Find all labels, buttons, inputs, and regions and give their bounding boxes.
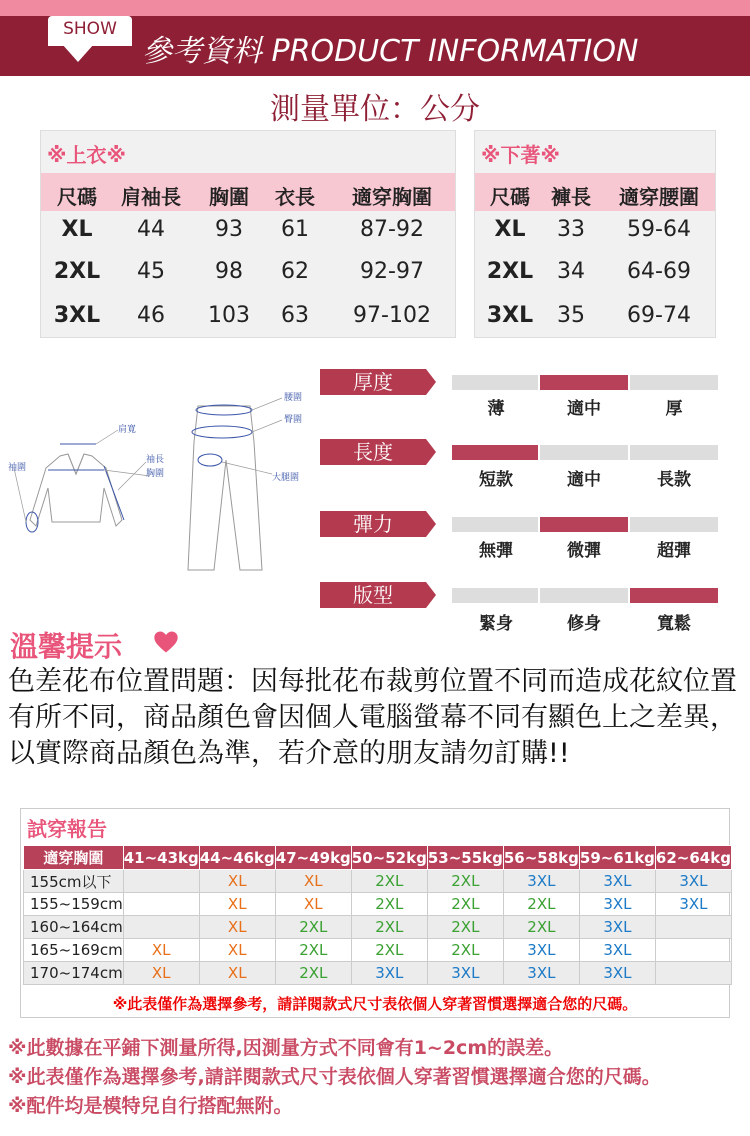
bottoms-header: 適穿腰圍 xyxy=(619,185,699,209)
report-size-cell: 3XL xyxy=(503,939,579,962)
header-title: 參考資料 PRODUCT INFORMATION xyxy=(142,34,639,69)
report-size-cell: 2XL xyxy=(427,870,503,893)
report-size-cell: 2XL xyxy=(503,916,579,939)
tops-header: 衣長 xyxy=(275,185,315,209)
report-size-cell: 2XL xyxy=(351,939,427,962)
attr-option: 長款 xyxy=(657,470,691,490)
tops-cell: 62 xyxy=(281,259,309,284)
attr-option: 適中 xyxy=(567,470,601,490)
report-size-cell: XL xyxy=(199,893,275,916)
attr-option: 微彈 xyxy=(567,541,601,561)
report-header: 47~49kg xyxy=(275,846,351,870)
tops-cell: 44 xyxy=(137,217,165,242)
report-header: 41~43kg xyxy=(123,846,199,870)
tops-header: 適穿胸圍 xyxy=(352,185,432,209)
tops-cell: 3XL xyxy=(53,303,101,328)
attr-segment xyxy=(540,375,628,390)
report-size-cell: 3XL xyxy=(427,962,503,985)
report-size-cell: 3XL xyxy=(579,962,655,985)
bottoms-cell: 64-69 xyxy=(627,259,691,284)
report-size-cell: 3XL xyxy=(503,962,579,985)
report-size-cell: XL xyxy=(275,870,351,893)
label-waist: 腰圍 xyxy=(284,393,303,403)
attr-arrow-icon xyxy=(426,439,436,465)
report-size-cell: XL xyxy=(199,962,275,985)
report-header: 62~64kg xyxy=(655,846,731,870)
report-size-cell: 3XL xyxy=(655,870,731,893)
show-badge-text: SHOW xyxy=(63,19,117,39)
attr-label: 彈力 xyxy=(320,511,426,537)
top-strip xyxy=(0,0,750,16)
report-header: 59~61kg xyxy=(579,846,655,870)
table-row xyxy=(24,939,732,962)
measurement-diagram xyxy=(0,370,320,600)
tops-cell: 93 xyxy=(215,217,243,242)
report-size-cell: 3XL xyxy=(579,916,655,939)
report-header: 53~55kg xyxy=(427,846,503,870)
attr-arrow-icon xyxy=(426,369,436,395)
report-size-cell: 2XL xyxy=(351,916,427,939)
attr-option: 寬鬆 xyxy=(657,614,691,634)
attr-option: 無彈 xyxy=(479,541,513,561)
show-badge xyxy=(48,16,132,46)
label-sleeve: 袖長 xyxy=(146,455,165,465)
notes-list xyxy=(8,1034,748,1121)
tops-cell: 2XL xyxy=(53,259,101,284)
table-row xyxy=(24,916,732,939)
attr-arrow-icon xyxy=(426,511,436,537)
attr-option: 超彈 xyxy=(657,541,691,561)
report-size-cell: 3XL xyxy=(503,870,579,893)
label-chest: 胸圍 xyxy=(146,469,165,479)
tops-size-table xyxy=(40,130,456,338)
bottoms-cell: 69-74 xyxy=(627,303,691,328)
tops-header: 胸圍 xyxy=(209,185,249,209)
bottoms-cell: XL xyxy=(494,217,526,242)
report-size-cell xyxy=(123,893,199,916)
report-size-cell: 2XL xyxy=(275,939,351,962)
attr-segment xyxy=(630,375,718,390)
heart-icon xyxy=(152,628,180,656)
report-size-cell: 2XL xyxy=(427,916,503,939)
label-cuff: 袖圍 xyxy=(8,463,27,473)
report-header: 適穿胸圍 xyxy=(24,846,124,870)
report-size-cell: 2XL xyxy=(427,893,503,916)
attr-segment xyxy=(452,375,538,390)
report-header: 44~46kg xyxy=(199,846,275,870)
tops-cell: 92-97 xyxy=(360,259,424,284)
fitting-report xyxy=(20,808,730,1018)
report-table xyxy=(23,845,732,985)
tops-cell: XL xyxy=(61,217,93,242)
report-size-cell: XL xyxy=(275,893,351,916)
bottoms-header: 褲長 xyxy=(551,185,591,209)
attr-option: 適中 xyxy=(567,399,601,419)
attr-option: 短款 xyxy=(479,470,513,490)
jacket-outline xyxy=(30,454,122,526)
report-title: 試穿報告 xyxy=(27,817,107,841)
tops-cell: 98 xyxy=(215,259,243,284)
report-height-cell: 155~159cm xyxy=(24,893,124,916)
report-size-cell: 2XL xyxy=(351,870,427,893)
table-row xyxy=(24,962,732,985)
label-shoulder: 肩寬 xyxy=(118,425,137,435)
attr-label: 長度 xyxy=(320,439,426,465)
tops-cell: 87-92 xyxy=(360,217,424,242)
report-size-cell: XL xyxy=(199,870,275,893)
tops-cell: 61 xyxy=(281,217,309,242)
report-height-cell: 160~164cm xyxy=(24,916,124,939)
report-size-cell xyxy=(123,870,199,893)
attr-segment xyxy=(630,445,718,460)
tops-header: 尺碼 xyxy=(57,185,97,209)
note-item: ※此表僅作為選擇參考,請詳閱款式尺寸表依個人穿著習慣選擇適合您的尺碼。 xyxy=(8,1066,661,1088)
report-size-cell: XL xyxy=(199,939,275,962)
attr-segment xyxy=(452,588,538,603)
tops-cell: 103 xyxy=(208,303,250,328)
tips-text: 色差花布位置問題：因每批花布裁剪位置不同而造成花紋位置有所不同，商品顏色會因個人電腦螢幕不同有顯色上之差異，以實際商品顏色為準，若介意的朋友請勿訂購!! xyxy=(8,666,737,769)
report-height-cell: 165~169cm xyxy=(24,939,124,962)
bottoms-header: 尺碼 xyxy=(490,185,530,209)
report-size-cell xyxy=(655,916,731,939)
bottoms-cell: 34 xyxy=(557,259,585,284)
report-size-cell xyxy=(123,916,199,939)
attr-option: 薄 xyxy=(487,399,505,419)
attr-option: 緊身 xyxy=(479,614,513,634)
report-height-cell: 155cm以下 xyxy=(24,870,124,893)
tops-cell: 45 xyxy=(137,259,165,284)
attr-segment xyxy=(540,445,628,460)
tops-caption: ※上衣※ xyxy=(47,143,126,167)
note-item: ※配件均是模特兒自行搭配無附。 xyxy=(8,1095,293,1117)
attr-option: 修身 xyxy=(567,614,601,634)
tops-cell: 97-102 xyxy=(353,303,431,328)
bottoms-size-table xyxy=(474,130,716,338)
attr-option: 厚 xyxy=(665,399,683,419)
table-row xyxy=(24,893,732,916)
report-size-cell: 2XL xyxy=(275,916,351,939)
report-header: 56~58kg xyxy=(503,846,579,870)
attr-segment xyxy=(452,445,538,460)
tops-cell: 63 xyxy=(281,303,309,328)
report-size-cell: XL xyxy=(123,939,199,962)
report-size-cell xyxy=(655,962,731,985)
report-size-cell: 3XL xyxy=(351,962,427,985)
tips-title: 溫馨提示 xyxy=(10,630,123,663)
report-size-cell: XL xyxy=(123,962,199,985)
report-size-cell: 3XL xyxy=(579,939,655,962)
report-height-cell: 170~174cm xyxy=(24,962,124,985)
report-size-cell: 2XL xyxy=(427,939,503,962)
report-size-cell: 3XL xyxy=(579,870,655,893)
attr-arrow-icon xyxy=(426,582,436,608)
note-item: ※此數據在平鋪下測量所得,因測量方式不同會有1~2cm的誤差。 xyxy=(8,1037,564,1059)
bottoms-caption: ※下著※ xyxy=(481,143,560,167)
bottoms-cell: 35 xyxy=(557,303,585,328)
report-size-cell: 3XL xyxy=(655,893,731,916)
attr-segment xyxy=(540,588,628,603)
label-hip: 臀圍 xyxy=(284,415,303,425)
table-row xyxy=(24,870,732,893)
attr-segment xyxy=(630,588,718,603)
attr-label: 版型 xyxy=(320,582,426,608)
bottoms-cell: 33 xyxy=(557,217,585,242)
bottoms-cell: 3XL xyxy=(486,303,534,328)
label-thigh: 大腿圍 xyxy=(272,473,300,483)
tops-cell: 46 xyxy=(137,303,165,328)
report-size-cell: 3XL xyxy=(579,893,655,916)
tops-header: 肩袖長 xyxy=(121,185,181,209)
attr-segment xyxy=(452,517,538,532)
report-header: 50~52kg xyxy=(351,846,427,870)
report-size-cell: XL xyxy=(199,916,275,939)
bottoms-cell: 59-64 xyxy=(627,217,691,242)
report-size-cell xyxy=(655,939,731,962)
bottoms-cell: 2XL xyxy=(486,259,534,284)
attr-segment xyxy=(540,517,628,532)
report-header-row xyxy=(24,846,732,870)
report-note: ※此表僅作為選擇參考，請詳閱款式尺寸表依個人穿著習慣選擇適合您的尺碼。 xyxy=(112,995,638,1013)
attr-label: 厚度 xyxy=(320,369,426,395)
show-badge-arrow-icon xyxy=(62,44,94,62)
measure-unit: 測量單位：公分 xyxy=(270,92,480,127)
report-size-cell: 2XL xyxy=(275,962,351,985)
report-size-cell: 2XL xyxy=(351,893,427,916)
report-size-cell: 2XL xyxy=(503,893,579,916)
attr-segment xyxy=(630,517,718,532)
